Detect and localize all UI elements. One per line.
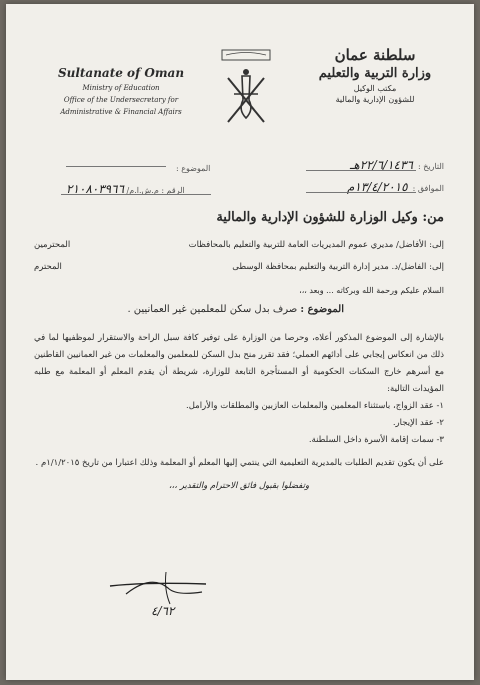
requirement-1: ١- عقد الزواج، باستثناء المعلمين والمعلمات العازبين والمطلقات والأرامل. — [186, 401, 444, 411]
subject-rule — [66, 166, 166, 167]
recipient-2-text: إلى: الفاضل/د. مدير إدارة التربية والتعليم بمحافظة الوسطى — [232, 262, 444, 272]
ar-ministry: وزارة التربية والتعليم — [318, 66, 432, 81]
corresponding-value: ١٣/٤/٢٠١٥م — [346, 180, 408, 194]
letter-body — [34, 330, 444, 495]
en-ministry: Ministry of Education — [82, 84, 160, 92]
corresponding-label: الموافق : — [412, 184, 444, 193]
english-letterhead — [46, 66, 196, 116]
subject-label-top: الموضوع : — [176, 164, 211, 173]
signature-note: ٤/٦٢ — [151, 604, 175, 618]
reference-label: الرقم : م.ش.ا.م/ — [124, 186, 185, 195]
letter-sheet — [6, 4, 474, 680]
reference-rule — [61, 194, 211, 195]
date-label: التاريخ : — [417, 162, 444, 171]
requirement-2: ٢- عقد الإيجار. — [392, 418, 444, 428]
closing-line: وتفضلوا بقبول فائق الاحترام والتقدير ،،، — [168, 481, 310, 491]
greeting: السلام عليكم ورحمة الله وبركاته ... وبعد ،،، — [299, 286, 444, 295]
body-paragraph-1: بالإشارة إلى الموضوع المذكور أعلاه، وحرصا من الوزارة على توفير كافة سبل الراحة والاستقرار لموظفيها لما في ذلك من انعكاس إيجابي على أدائهم العملي؛ فقد تقرر منح بدل السكن للمعلمين والمعلمات من غير العمانيين القاطنين مع أسرهم خارج السكنات الحكومية أو المستأجرة التابعة للوزارة، شريطة أن يقدم المعلم أو المعلمة مع طلبه المؤيدات التالية: — [34, 333, 444, 394]
recipient-2 — [34, 262, 444, 272]
subject-label: الموضوع : — [300, 304, 344, 315]
en-country: Sultanate of Oman — [57, 66, 185, 80]
corresponding-rule — [306, 192, 416, 193]
subject-text: صرف بدل سكن للمعلمين غير العمانيين . — [127, 304, 298, 315]
date-value: ٢٢/٦/١٤٣٦هـ — [349, 158, 413, 172]
ar-country: سلطنة عمان — [334, 46, 416, 64]
arabic-letterhead — [310, 46, 440, 104]
requirement-3: ٣- سمات إقامة الأسرة داخل السلطنة. — [308, 435, 444, 445]
recipient-1 — [34, 240, 444, 250]
ar-office: مكتب الوكيل — [353, 84, 397, 93]
body-paragraph-2: على أن يكون تقديم الطلبات بالمديرية التعليمية التي ينتمي إليها المعلم أو المعلمة وذلك اعتبارا من تاريخ ١/١/٢٠١٥م . — [35, 458, 444, 468]
subject-line — [127, 304, 344, 315]
en-office: Office of the Undersecretary for — [63, 96, 179, 104]
recipient-1-text: إلى: الأفاضل/ مديري عموم المديريات العامة للتربية والتعليم بالمحافظات — [188, 240, 444, 250]
oman-emblem-icon — [216, 48, 276, 132]
recipient-1-honorific: المحترمين — [34, 240, 71, 250]
en-affairs: Administrative & Financial Affairs — [60, 108, 182, 116]
ar-affairs: للشؤون الإدارية والمالية — [335, 95, 415, 104]
reference-value: ٢١٠٨٠٣٩٦٦ — [66, 182, 125, 196]
date-rule — [306, 170, 416, 171]
recipient-2-honorific: المحترم — [34, 262, 62, 272]
letter-from: من: وكيل الوزارة للشؤون الإدارية والمالية — [216, 210, 444, 225]
